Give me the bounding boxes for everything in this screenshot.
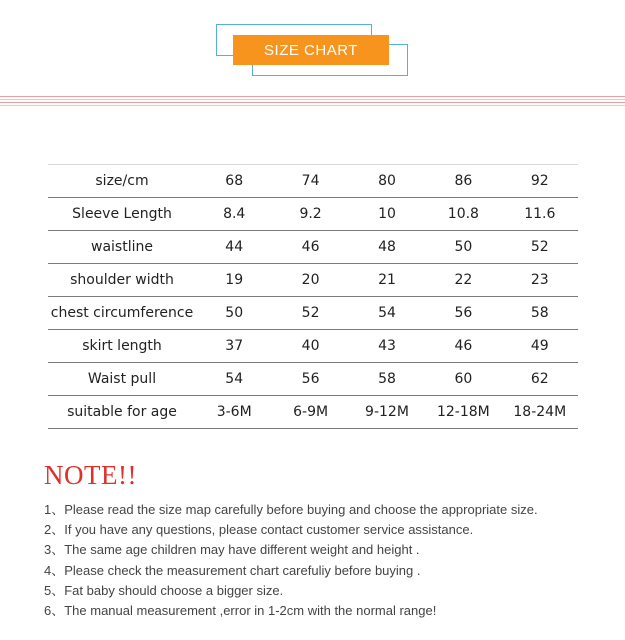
note-item: 1、Please read the size map carefully before buying and choose the appropriate size. <box>44 502 538 517</box>
table-cell: 52 <box>272 297 348 330</box>
note-item: 3、The same age children may have different weight and height . <box>44 542 420 558</box>
note-item: 6、The manual measurement ,error in 1-2cm with the normal range! <box>44 602 437 618</box>
divider-stripes <box>0 96 625 108</box>
table-cell: 6-9M <box>272 396 348 429</box>
table-cell: 58 <box>349 363 425 396</box>
table-cell: 46 <box>272 231 348 264</box>
row-label: Sleeve Length <box>48 198 196 231</box>
table-cell: 46 <box>425 330 501 363</box>
table-cell: 10.8 <box>425 198 501 231</box>
table-cell: 12-18M <box>425 396 501 429</box>
notes-list <box>44 500 538 621</box>
row-label: chest circumference <box>48 297 196 330</box>
table-cell: 37 <box>196 330 272 363</box>
table-row <box>48 165 578 198</box>
note-item: 2、If you have any questions, please contact customer service assistance. <box>44 522 474 538</box>
table-cell: 56 <box>272 363 348 396</box>
table-cell: 8.4 <box>196 198 272 231</box>
table-cell: 22 <box>425 264 501 297</box>
note-item: 5、Fat baby should choose a bigger size. <box>44 582 284 598</box>
row-label: size/cm <box>48 165 196 198</box>
table-cell: 54 <box>196 363 272 396</box>
row-label: suitable for age <box>48 396 196 429</box>
table-row <box>48 330 578 363</box>
table-row <box>48 297 578 330</box>
table-cell: 20 <box>272 264 348 297</box>
table-cell: 40 <box>272 330 348 363</box>
table-cell: 50 <box>196 297 272 330</box>
table-cell: 50 <box>425 231 501 264</box>
table-cell: 80 <box>349 165 425 198</box>
table-cell: 3-6M <box>196 396 272 429</box>
table-cell: 74 <box>272 165 348 198</box>
table-cell: 10 <box>349 198 425 231</box>
table-cell: 92 <box>502 165 578 198</box>
table-cell: 48 <box>349 231 425 264</box>
table-cell: 18-24M <box>502 396 578 429</box>
note-title: NOTE!! <box>44 460 137 490</box>
size-table <box>48 164 578 429</box>
row-label: Waist pull <box>48 363 196 396</box>
table-cell: 60 <box>425 363 501 396</box>
table-cell: 86 <box>425 165 501 198</box>
size-chart-title: SIZE CHART <box>233 35 389 65</box>
table-cell: 43 <box>349 330 425 363</box>
row-label: skirt length <box>48 330 196 363</box>
table-cell: 56 <box>425 297 501 330</box>
table-cell: 54 <box>349 297 425 330</box>
table-cell: 62 <box>502 363 578 396</box>
table-cell: 52 <box>502 231 578 264</box>
table-cell: 9.2 <box>272 198 348 231</box>
table-cell: 11.6 <box>502 198 578 231</box>
table-cell: 68 <box>196 165 272 198</box>
table-cell: 49 <box>502 330 578 363</box>
table-cell: 19 <box>196 264 272 297</box>
table-cell: 23 <box>502 264 578 297</box>
table-cell: 58 <box>502 297 578 330</box>
row-label: waistline <box>48 231 196 264</box>
table-cell: 9-12M <box>349 396 425 429</box>
table-row <box>48 363 578 396</box>
table-row <box>48 396 578 429</box>
table-row <box>48 264 578 297</box>
row-label: shoulder width <box>48 264 196 297</box>
table-row <box>48 231 578 264</box>
table-cell: 21 <box>349 264 425 297</box>
note-item: 4、Please check the measurement chart carefuliy before buying . <box>44 562 421 578</box>
table-row <box>48 198 578 231</box>
table-cell: 44 <box>196 231 272 264</box>
